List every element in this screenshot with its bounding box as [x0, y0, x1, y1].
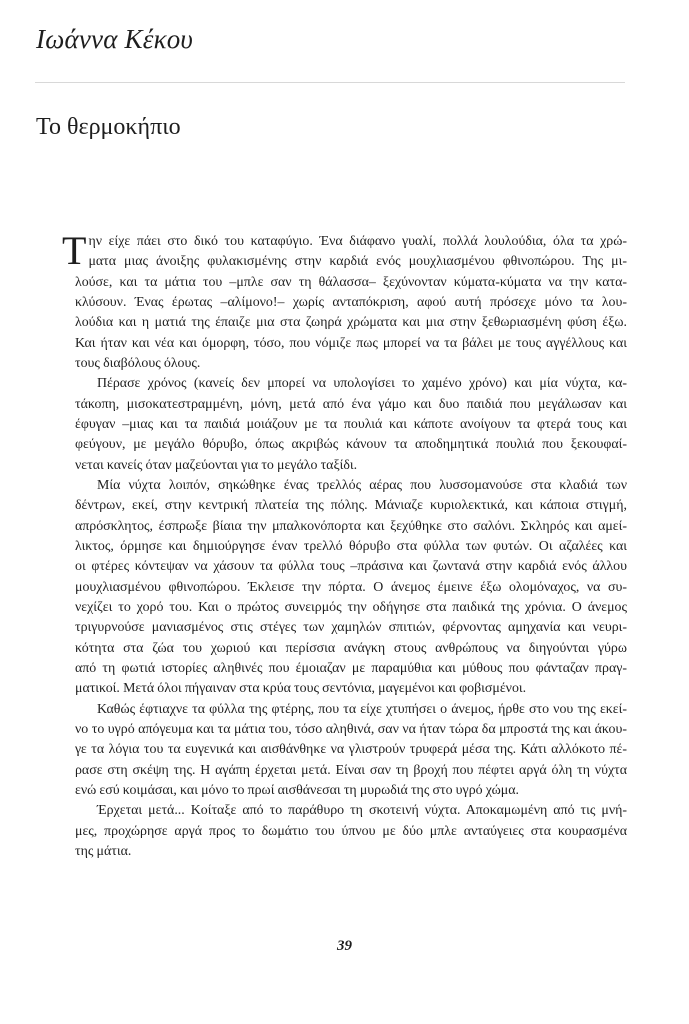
paragraph	[75, 700, 627, 802]
text-line: ματικοί. Μετά όλοι πήγαιναν στα κρύα τους σεντόνια, μαγεμένοι και φοβισμένοι.	[75, 681, 527, 697]
text-line: νεχίζει το χορό του. Και ο πρώτος συνειρμός την οδήγησε στα παιδικά της χρόνια. Ο άνεμος	[75, 599, 627, 615]
text-line: Πέρασε χρόνος (κανείς δεν μπορεί να υπολογίσει το χαμένο χρόνο) και μία νύχτα, κα-	[97, 376, 627, 392]
text-line: Καθώς έφτιαχνε τα φύλλα της φτέρης, που τα είχε χτυπήσει ο άνεμος, ήρθε στο νου της εκεί-	[97, 701, 627, 717]
text-line: κλύσουν. Ένας έρωτας –αλίμονο!– χωρίς ανταπόκριση, αφού αυτή πρόσεχε μόνο τα λου-	[75, 294, 627, 310]
text-line: τους διαβόλους όλους.	[75, 355, 201, 371]
text-line: ματα μιας άνοιξης φυλακισμένης στην καρδιά ενός μουχλιασμένου φθινοπώρου. Της μι-	[88, 254, 627, 270]
text-line: ην είχε πάει στο δικό του καταφύγιο. Ένα διάφανο γυαλί, πολλά λουλούδια, όλα τα χρώ-	[88, 234, 627, 249]
text-line: κότητα στα ζώα του χωριού και περίσσια ανάγκη στους ανθρώπους να διηγούνται γύρω	[75, 640, 627, 656]
paragraph	[62, 228, 627, 374]
text-line: έφυγαν –μιας και τα παιδιά μοιάζουν με τα πουλιά και κάποτε ανοίγουν τα φτερά τους και	[75, 416, 627, 432]
story-body	[62, 228, 627, 862]
header-rule	[35, 82, 625, 83]
text-line: Έρχεται μετά... Κοίταξε από το παράθυρο τη σκοτεινή νύχτα. Αποκαμωμένη από τις μνή-	[97, 803, 627, 819]
text-line: Και ήταν και νέα και όμορφη, τόσο, που νόμιζε πως μπορεί να τα βάλει με τους αγγέλλους και	[75, 335, 627, 351]
drop-cap: Τ	[62, 228, 87, 273]
text-line: φεύγουν, με μεγάλο θόρυβο, όπως ακριβώς κάνουν τα αποδημητικά πουλιά που ξεκουφαί-	[75, 437, 627, 453]
text-line: λούσε, και τα μάτια του –μπλε σαν τη θάλασσα– ξεχύνονταν κύματα-κύματα να την κατα-	[75, 274, 627, 290]
text-line: νο το υγρό απόγευμα και τα μάτια του, τόσο αληθινά, σαν να ήταν τώρα δα μπροστά της και άκου-	[75, 721, 627, 737]
text-line: της μάτια.	[75, 843, 132, 859]
text-line: νεται κανείς όταν μαζεύονται για το μεγάλο ταξίδι.	[75, 457, 358, 473]
page-number: 39	[337, 938, 352, 954]
text-line: μες, προχώρησε αργά προς το δωμάτιο του ύπνου με δύο μπλε ανταύγειες στα κουρασμένα	[75, 823, 627, 839]
text-line: απρόσκλητος, έσπρωξε βίαια την μπαλκονόπορτα και ξεχύθηκε στο σαλόνι. Σκληρός και αμεί-	[75, 518, 627, 534]
text-line: Μία νύχτα λοιπόν, σηκώθηκε ένας τρελλός αέρας που λυσσομανούσε στα κλαδιά των	[97, 477, 627, 493]
paragraph	[75, 801, 627, 862]
running-header-author: Ιωάννα Κέκου	[36, 24, 194, 54]
text-line: μουχλιασμένου φθινοπώρου. Έκλεισε την πόρτα. Ο άνεμος έμεινε έξω ολομόναχος, να συ-	[75, 579, 627, 595]
text-line: λούδια και η ματιά της έπαιζε μια στα ζωηρά χρώματα και μια στην ξεθωριασμένη φύση έξω.	[75, 315, 627, 331]
paragraph	[75, 374, 627, 476]
text-line: δέντρων, εκεί, στην κεντρική πλατεία της πόλης. Μάνιαζε κυριολεκτικά, και κάποια στιγμή,	[75, 498, 627, 514]
text-line: τάκοπη, μισοκατεστραμμένη, μόνη, μετά από ένα γάμο και δυο παιδιά που μεγάλωσαν και	[75, 396, 627, 412]
story-title: Το θερμοκήπιο	[36, 114, 181, 140]
text-line: από τη φωτιά ιστορίες αληθινές που έμοιαζαν με παραμύθια και μύθους που φάνταζαν πραγ-	[75, 660, 627, 676]
text-line: γε τα λόγια του τα ευγενικά και αισθάνθηκε να γλιστρούν τρυφερά μέσα της. Κάτι αλλόκοτο πέ-	[75, 742, 627, 758]
text-line: ενώ εσύ κοιμάσαι, και μόνο το πρωί αισθάνεσαι τη μυρωδιά της στο υγρό χώμα.	[75, 782, 519, 798]
text-line: λικτος, όρμησε και δημιούργησε έναν τρελλό θόρυβο στα φύλλα των φυτών. Οι αζαλέες και	[75, 538, 627, 554]
text-line: τριγυρνούσε μανιασμένος στις στέγες των χαμηλών σπιτιών, φέρνοντας αμηχανία και νευρι-	[75, 620, 627, 636]
text-line: ρασε στη σκέψη της. Η αγάπη έρχεται μετά. Είναι σαν τη βροχή που πέφτει αργά όλη τη νύχτα	[75, 762, 627, 778]
text-line: οι φτέρες κόντεψαν να χάσουν τα φύλλα τους –πράσινα και ζωντανά στην καρδιά ενός άλλου	[75, 559, 627, 575]
paragraph	[75, 476, 627, 700]
